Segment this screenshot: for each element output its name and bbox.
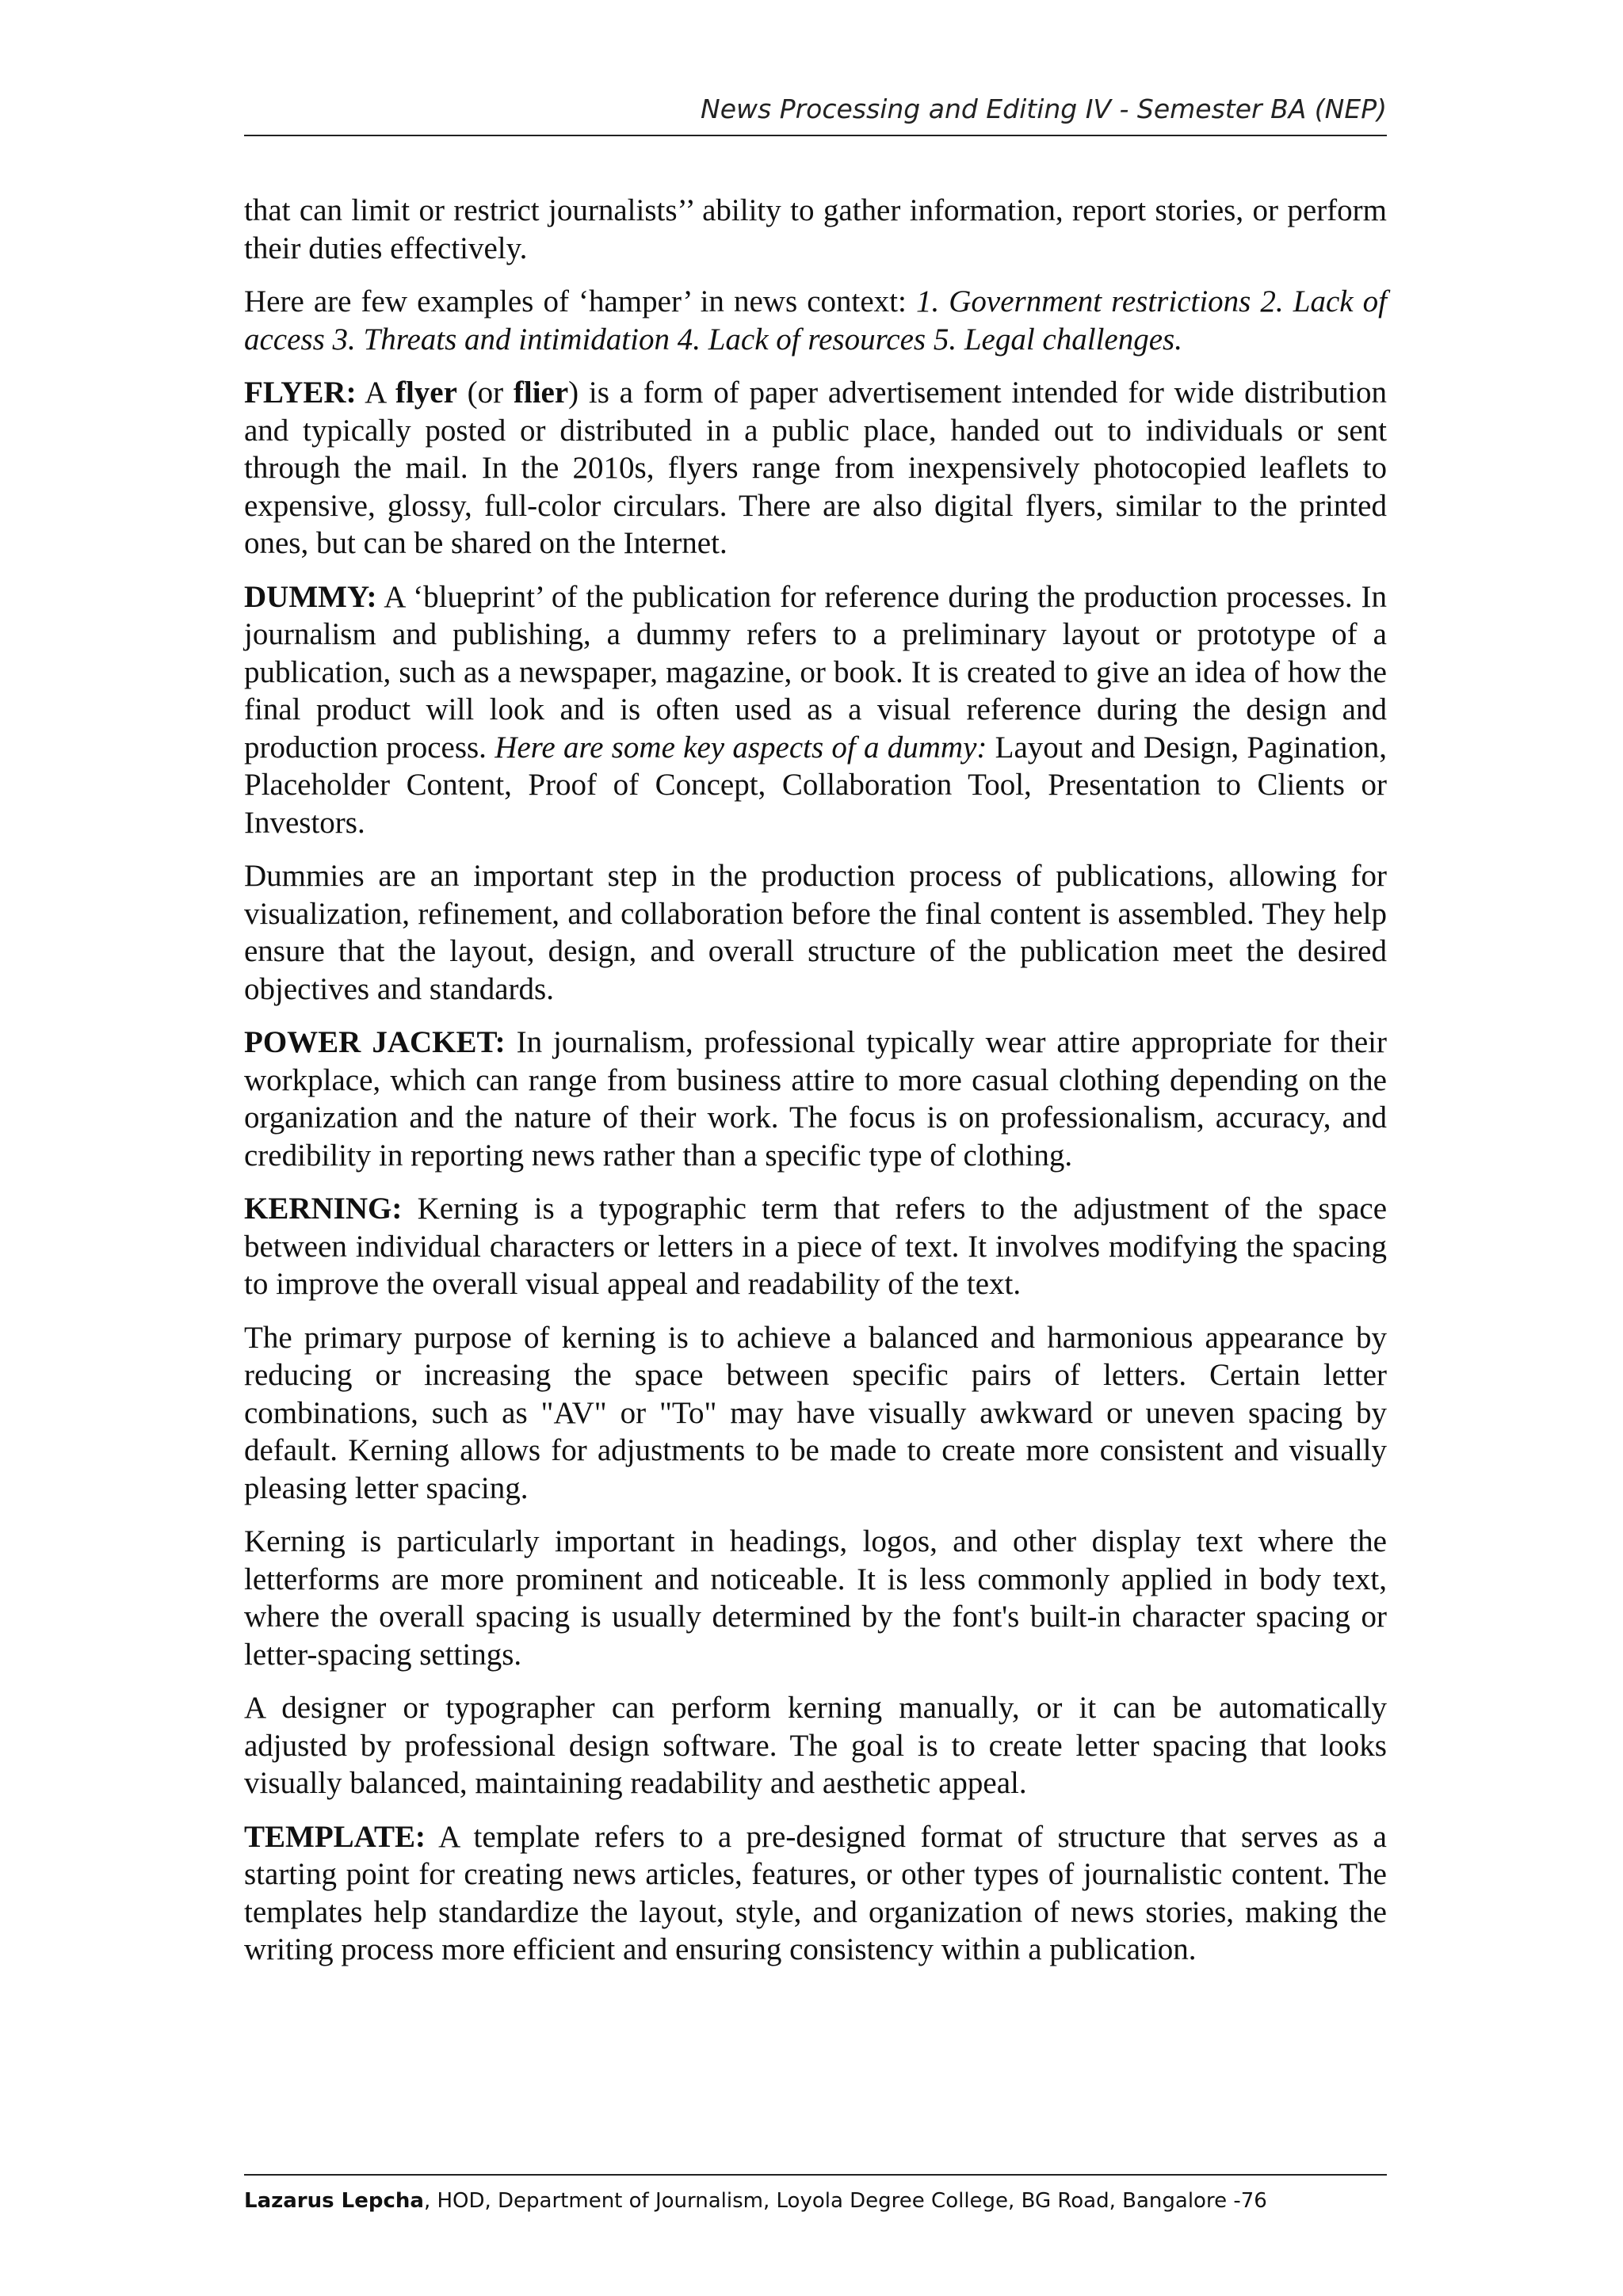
running-footer — [244, 2174, 1387, 2218]
body-text — [244, 192, 1387, 1985]
paragraph-kerning: KERNING: Kerning is a typographic term that refers to the adjustment of the space between individual characters or letters in a piece of text. It involves modifying the spacing to improve the overall visual appeal and readability of the text. — [244, 1192, 1387, 1301]
running-header — [244, 87, 1387, 136]
paragraph-dummy-importance: Dummies are an important step in the production process of publications, allowing for visualization, refinement, and collaboration before the final content is assembled. They help ensure that the layout, design, and overall structure of the publication meet the desired objectives and standards. — [244, 859, 1387, 1006]
term-dummy: DUMMY: — [244, 579, 377, 614]
paragraph-kerning-method: A designer or typographer can perform kerning manually, or it can be automatically adjusted by professional design software. The goal is to create letter spacing that looks visually balanced, maintaining readability and aesthetic appeal. — [244, 1691, 1387, 1800]
hamper-examples-list: 1. Government restrictions 2. Lack of access 3. Threats and intimidation 4. Lack of resources 5. Legal challenges. — [244, 284, 1387, 357]
paragraph-flyer: FLYER: A flyer (or flier) is a form of paper advertisement intended for wide distribution and typically posted or distributed in a public place, handed out to individuals or sent through the mail. In the 2010s, flyers range from inexpensively photocopied leaflets to expensive, glossy, full-color circulars. There are also digital flyers, similar to the printed ones, but can be shared on the Internet. — [244, 376, 1387, 560]
author-affiliation: , HOD, Department of Journalism, Loyola Degree College, BG Road, Bangalore -76 — [423, 2189, 1267, 2213]
header-title: News Processing and Editing IV - Semester BA (NEP) — [701, 93, 1387, 124]
term-template: TEMPLATE: — [244, 1819, 426, 1854]
paragraph-hamper-continued: that can limit or restrict journalists’’ ability to gather information, report stories, or perform their duties effectively. — [244, 193, 1387, 265]
term-flyer: FLYER: — [244, 376, 357, 410]
author-name: Lazarus Lepcha — [244, 2189, 424, 2213]
paragraph-dummy: DUMMY: A ‘blueprint’ of the publication for reference during the production processes. In journalism and publishing, a dummy refers to a preliminary layout or prototype of a publication, such as a newspaper, magazine, or book. It is created to give an idea of how the final product will look and is often used as a visual reference during the design and production process. Here are some key aspects of a dummy: Layout and Design, Pagination, Placeholder Content, Proof of Concept, Collaboration Tool, Presentation to Clients or Investors. — [244, 579, 1387, 840]
paragraph-kerning-usage: Kerning is particularly important in headings, logos, and other display text where the letterforms are more prominent and noticeable. It is less commonly applied in body text, where the overall spacing is usually determined by the font's built-in character spacing or letter-spacing settings. — [244, 1524, 1387, 1672]
paragraph-power-jacket: POWER JACKET: In journalism, professional typically wear attire appropriate for their workplace, which can range from business attire to more casual clothing depending on the organization and the nature of their work. The focus is on professionalism, accuracy, and credibility in reporting news rather than a specific type of clothing. — [244, 1025, 1387, 1173]
paragraph-kerning-purpose: The primary purpose of kerning is to achieve a balanced and harmonious appearance by reducing or increasing the space between specific pairs of letters. Certain letter combinations, such as "AV" or "To" may have visually awkward or uneven spacing by default. Kerning allows for adjustments to be made to create more consistent and visually pleasing letter spacing. — [244, 1320, 1387, 1505]
term-power-jacket: POWER JACKET: — [244, 1025, 506, 1059]
paragraph-template: TEMPLATE: A template refers to a pre-designed format of structure that serves as a starting point for creating news articles, features, or other types of journalistic content. The templates help standardize the layout, style, and organization of news stories, making the writing process more efficient and ensuring consistency within a publication. — [244, 1819, 1387, 1966]
term-kerning: KERNING: — [244, 1192, 403, 1226]
paragraph-hamper-examples: Here are few examples of ‘hamper’ in news context: 1. Government restrictions 2. Lack of access 3. Threats and intimidation 4. Lack of resources 5. Legal challenges. — [244, 284, 1387, 357]
